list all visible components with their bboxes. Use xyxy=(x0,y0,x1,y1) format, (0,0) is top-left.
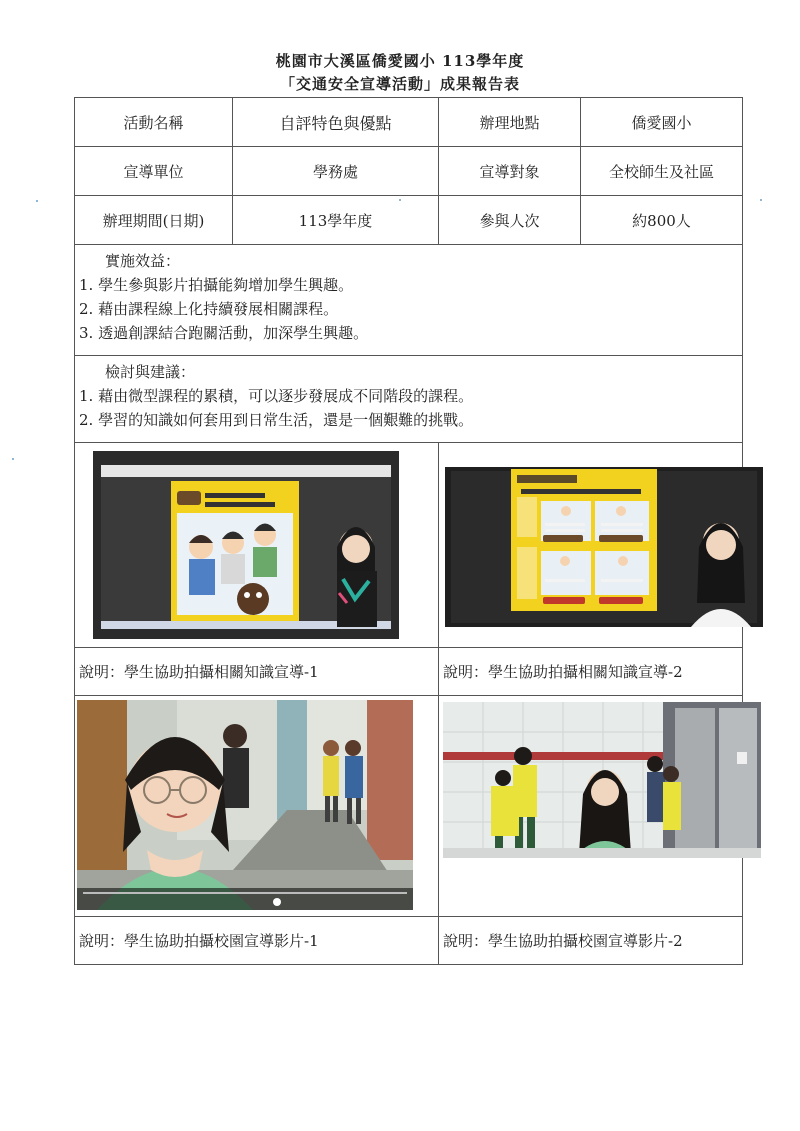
photo-campus-video-1 xyxy=(77,700,413,910)
benefits-row xyxy=(75,245,743,356)
info-row xyxy=(75,196,743,245)
benefit-item: 3. 透過創課結合跑關活動，加深學生興趣。 xyxy=(79,324,369,342)
photo-knowledge-video-2 xyxy=(445,467,763,627)
label-audience: 宣導對象 xyxy=(439,147,581,196)
label-location: 辦理地點 xyxy=(439,98,581,147)
photo-caption: 說明：學生協助拍攝相關知識宣導-1 xyxy=(75,648,439,696)
info-row xyxy=(75,98,743,147)
photo-caption: 說明：學生協助拍攝校園宣導影片-1 xyxy=(75,917,439,965)
benefit-item: 1. 學生參與影片拍攝能夠增加學生興趣。 xyxy=(79,276,354,294)
value-unit: 學務處 xyxy=(233,147,439,196)
benefits-heading: 實施效益： xyxy=(105,252,181,270)
caption-row xyxy=(75,917,743,965)
review-heading: 檢討與建議： xyxy=(105,363,196,381)
value-participants: 約800人 xyxy=(581,196,743,245)
value-location: 僑愛國小 xyxy=(581,98,743,147)
review-row xyxy=(75,356,743,443)
report-table xyxy=(74,97,743,965)
label-activity-name: 活動名稱 xyxy=(75,98,233,147)
photo-knowledge-video-1 xyxy=(93,451,399,639)
photo-caption: 說明：學生協助拍攝相關知識宣導-2 xyxy=(439,648,743,696)
caption-row xyxy=(75,648,743,696)
report-title-line2: 「交通安全宣導活動」成果報告表 xyxy=(279,75,520,93)
scan-dot xyxy=(760,199,762,201)
photo-cell xyxy=(75,696,439,917)
label-period: 辦理期間(日期) xyxy=(75,196,233,245)
scan-dot xyxy=(12,458,14,460)
value-activity-name: 自評特色與優點 xyxy=(233,98,439,147)
report-title-line1: 桃園市大溪區僑愛國小 113學年度 xyxy=(275,52,525,70)
photo-cell xyxy=(75,443,439,648)
value-period: 113學年度 xyxy=(233,196,439,245)
photo-caption: 說明：學生協助拍攝校園宣導影片-2 xyxy=(439,917,743,965)
label-participants: 參與人次 xyxy=(439,196,581,245)
photo-row xyxy=(75,696,743,917)
photo-cell xyxy=(439,696,743,917)
photo-campus-video-2 xyxy=(443,702,761,858)
photo-row xyxy=(75,443,743,648)
review-item: 2. 學習的知識如何套用到日常生活，還是一個艱難的挑戰。 xyxy=(79,411,474,429)
photo-cell xyxy=(439,443,743,648)
scan-dot xyxy=(36,200,38,202)
review-item: 1. 藉由微型課程的累積，可以逐步發展成不同階段的課程。 xyxy=(79,387,474,405)
label-unit: 宣導單位 xyxy=(75,147,233,196)
value-audience: 全校師生及社區 xyxy=(581,147,743,196)
info-row xyxy=(75,147,743,196)
benefit-item: 2. 藉由課程線上化持續發展相關課程。 xyxy=(79,300,339,318)
